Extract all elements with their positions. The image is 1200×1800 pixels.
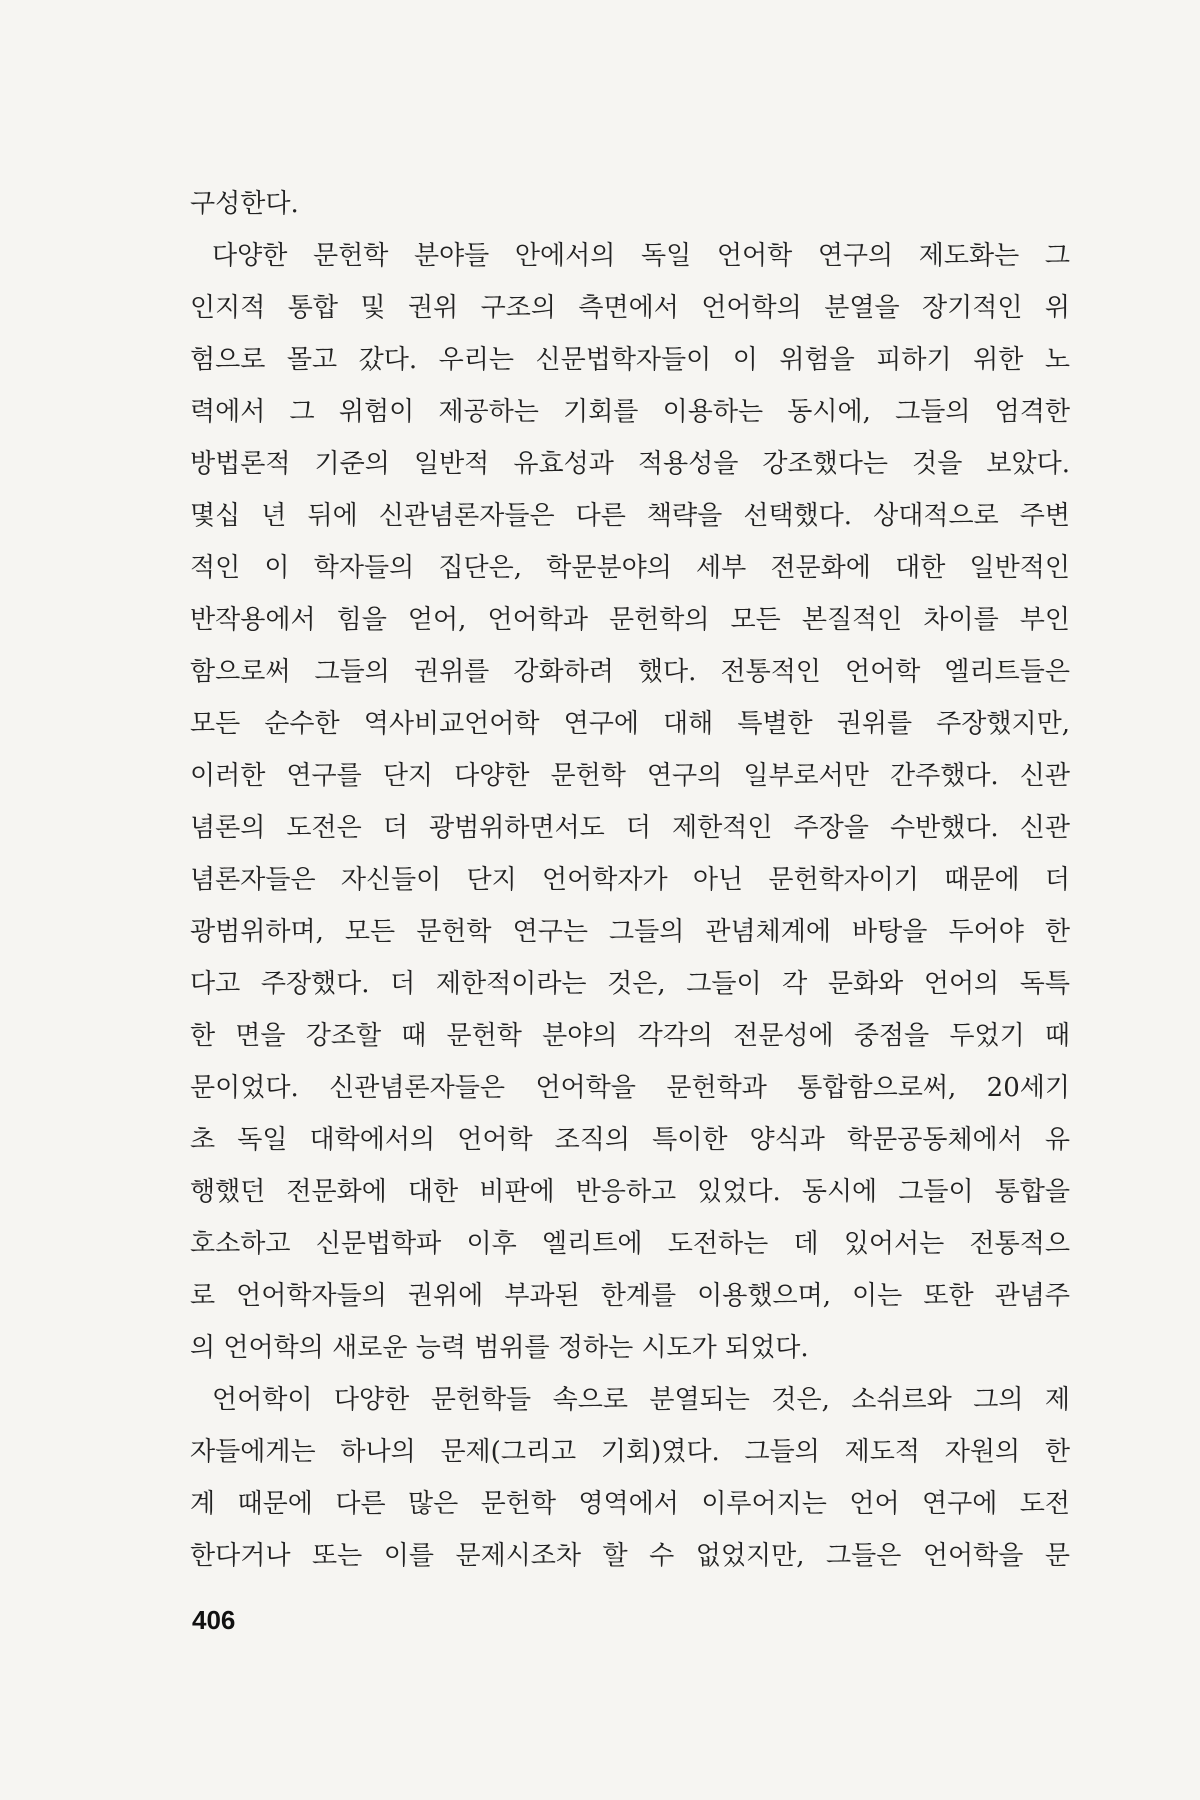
text-line: 이러한 연구를 단지 다양한 문헌학 연구의 일부로서만 간주했다. 신관 (190, 761, 1070, 791)
text-line: 언어학이 다양한 문헌학들 속으로 분열되는 것은, 소쉬르와 그의 제 (212, 1385, 1070, 1415)
body-text (190, 178, 1070, 1582)
text-line: 모든 순수한 역사비교언어학 연구에 대해 특별한 권위를 주장했지만, (190, 709, 1070, 739)
text-line: 한다거나 또는 이를 문제시조차 할 수 없었지만, 그들은 언어학을 문 (190, 1541, 1070, 1571)
text-line: 념론자들은 자신들이 단지 언어학자가 아닌 문헌학자이기 때문에 더 (190, 865, 1070, 895)
text-line: 계 때문에 다른 많은 문헌학 영역에서 이루어지는 언어 연구에 도전 (190, 1489, 1070, 1519)
text-line: 호소하고 신문법학파 이후 엘리트에 도전하는 데 있어서는 전통적으 (190, 1229, 1070, 1259)
text-line: 행했던 전문화에 대한 비판에 반응하고 있었다. 동시에 그들이 통합을 (190, 1177, 1070, 1207)
text-line: 자들에게는 하나의 문제(그리고 기회)였다. 그들의 제도적 자원의 한 (190, 1437, 1070, 1467)
text-line: 다양한 문헌학 분야들 안에서의 독일 언어학 연구의 제도화는 그 (212, 241, 1070, 271)
text-line: 광범위하며, 모든 문헌학 연구는 그들의 관념체계에 바탕을 두어야 한 (190, 917, 1070, 947)
text-line: 방법론적 기준의 일반적 유효성과 적용성을 강조했다는 것을 보았다. (190, 449, 1070, 479)
text-line: 몇십 년 뒤에 신관념론자들은 다른 책략을 선택했다. 상대적으로 주변 (190, 501, 1070, 531)
page-number: 406 (192, 1605, 236, 1635)
text-line: 인지적 통합 및 권위 구조의 측면에서 언어학의 분열을 장기적인 위 (190, 293, 1070, 323)
text-line: 한 면을 강조할 때 문헌학 분야의 각각의 전문성에 중점을 두었기 때 (190, 1021, 1070, 1051)
text-line: 로 언어학자들의 권위에 부과된 한계를 이용했으며, 이는 또한 관념주 (190, 1281, 1070, 1311)
text-line: 초 독일 대학에서의 언어학 조직의 특이한 양식과 학문공동체에서 유 (190, 1125, 1070, 1155)
text-line: 력에서 그 위험이 제공하는 기회를 이용하는 동시에, 그들의 엄격한 (190, 397, 1070, 427)
text-line: 념론의 도전은 더 광범위하면서도 더 제한적인 주장을 수반했다. 신관 (190, 813, 1070, 843)
text-line: 문이었다. 신관념론자들은 언어학을 문헌학과 통합함으로써, 20세기 (190, 1073, 1070, 1103)
text-line: 험으로 몰고 갔다. 우리는 신문법학자들이 이 위험을 피하기 위한 노 (190, 345, 1070, 375)
text-line: 의 언어학의 새로운 능력 범위를 정하는 시도가 되었다. (190, 1333, 809, 1363)
text-line: 구성한다. (190, 189, 299, 219)
text-line: 다고 주장했다. 더 제한적이라는 것은, 그들이 각 문화와 언어의 독특 (190, 969, 1070, 999)
text-line: 함으로써 그들의 권위를 강화하려 했다. 전통적인 언어학 엘리트들은 (190, 657, 1070, 687)
text-line: 반작용에서 힘을 얻어, 언어학과 문헌학의 모든 본질적인 차이를 부인 (190, 605, 1070, 635)
text-line: 적인 이 학자들의 집단은, 학문분야의 세부 전문화에 대한 일반적인 (190, 553, 1070, 583)
